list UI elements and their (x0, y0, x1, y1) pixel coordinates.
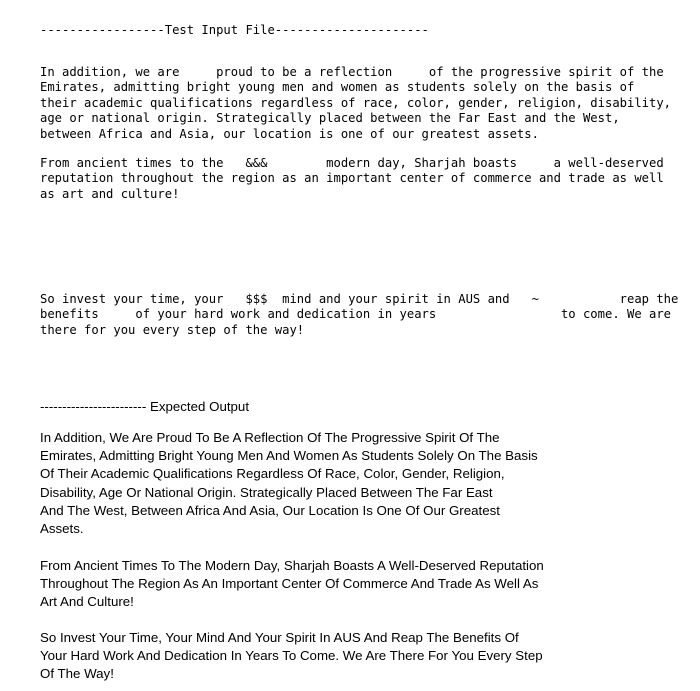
text-line: Disability, Age Or National Origin. Strategically Placed Between The Far East (40, 484, 493, 500)
text-line: benefits of your hard work and dedication in years to come. We are (40, 307, 672, 322)
text-line: So invest your time, your $$$ mind and your spirit in AUS and ~ reap the (40, 291, 679, 306)
text-line: From Ancient Times To The Modern Day, Sharjah Boasts A Well-Deserved Reputation (40, 558, 544, 573)
text-line: And The West, Between Africa And Asia, Our Location Is One Of Our Greatest (40, 502, 500, 518)
text-line: Your Hard Work And Dedication In Years To Come. We Are There For You Every Step (40, 648, 543, 664)
input-paragraph-2 (40, 140, 664, 218)
text-line: Of The Way! (40, 666, 114, 682)
output-paragraph-3 (40, 629, 570, 684)
text-line: Throughout The Region As An Important Center Of Commerce And Trade As Well As (40, 576, 539, 592)
text-line: From ancient times to the &&& modern day, Sharjah boasts a well-deserved (40, 155, 664, 170)
text-line: age or national origin. Strategically placed between the Far East and the West, (40, 111, 620, 126)
output-paragraph-1 (40, 429, 570, 538)
text-line: their academic qualifications regardless of race, color, gender, religion, disability, (40, 95, 672, 110)
text-line: Emirates, admitting bright young men and women as students solely on the basis of (40, 80, 635, 95)
text-line: Assets. (40, 521, 84, 537)
text-line: So Invest Your Time, Your Mind And Your Spirit In AUS And Reap The Benefits Of (40, 630, 519, 645)
text-line: In Addition, We Are Proud To Be A Reflection Of The Progressive Spirit Of The (40, 430, 500, 445)
text-line: between Africa and Asia, our location is one of our greatest assets. (40, 126, 539, 141)
text-line: Art And Culture! (40, 594, 134, 610)
input-paragraph-3 (40, 276, 678, 354)
input-header: -----------------Test Input File--------------------- (40, 23, 429, 37)
output-paragraph-2 (40, 557, 570, 612)
text-line: there for you every step of the way! (40, 322, 305, 337)
text-line: as art and culture! (40, 186, 180, 201)
text-line: reputation throughout the region as an important center of commerce and trade as well (40, 171, 664, 186)
text-line: Emirates, Admitting Bright Young Men And Women As Students Solely On The Basis (40, 448, 538, 464)
text-line: In addition, we are proud to be a reflection of the progressive spirit of the (40, 64, 664, 79)
output-header: ------------------------ Expected Output (40, 399, 250, 414)
text-line: Of Their Academic Qualifications Regardless Of Race, Color, Gender, Religion, (40, 466, 505, 482)
